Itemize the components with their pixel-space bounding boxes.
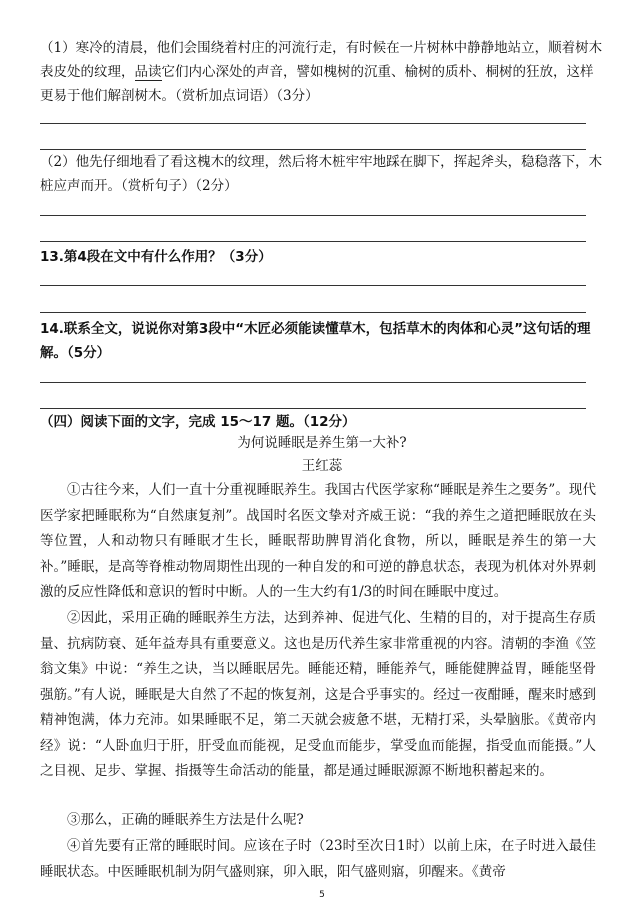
question-12-1-before: （1）寒冷的清晨，他们会围绕着村庄的河流行走，有时候在一片树林中静静地站立，顺着树木表皮处的纹理， (40, 40, 603, 80)
question-12-1-after: 它们内心深处的声音，譬如槐树的沉重、榆树的质朴、桐树的狂放，这样更易于他们解剖树木。（赏析加点词语）（3分） (40, 64, 594, 104)
page-number: 5 (319, 890, 325, 900)
article-paragraph-3: ③那么，正确的睡眠养生方法是什么呢? (67, 812, 304, 828)
question-12-1 (40, 36, 606, 108)
underlined-word: 品读 (134, 64, 162, 80)
article-paragraph-2: ②因此，采用正确的睡眠养生方法，达到养神、促进气化、生精的目的，对于提高生存质量、抗病防衰、延年益寿具有重要意义。这也是历代养生家非常重视的内容。清朝的李渔《笠翁文集》中说：“养生之诀，当以睡眠居先。睡能还精，睡能养气，睡能健脾益胃，睡能坚骨强筋。”有人说，睡眠是大自然了不起的恢复剂，这是合乎事实的。经过一夜酣睡，醒来时感到精神饱满，体力充沛。如果睡眠不足，第二天就会疲惫不堪，无精打采，头晕脑胀。《黄帝内经》说：“人卧血归于肝，肝受血而能视，足受血而能步，掌受血而能握，指受血而能摄。”人之目视、足步、掌握、指摄等生命活动的能量，都是通过睡眠源源不断地积蓄起来的。 (40, 610, 596, 779)
answer-line[interactable] (40, 408, 586, 409)
answer-line[interactable] (40, 123, 586, 124)
article-paragraph-1: ①古往今来，人们一直十分重视睡眠养生。我国古代医学家称“睡眠是养生之要务”。现代医学家把睡眠称为“自然康复剂”。战国时名医文挚对齐威王说：“我的养生之道把睡眠放在头等位置，人和动物只有睡眠才生长，睡眠帮助脾胃消化食物，所以，睡眠是养生的第一大补。”睡眠，是高等脊椎动物周期性出现的一种自发的和可逆的静息状态，表现为机体对外界刺激的反应性降低和意识的暂时中断。人的一生大约有1/3的时间在睡眠中度过。 (40, 482, 596, 600)
answer-line[interactable] (40, 382, 586, 383)
question-12-2: （2）他先仔细地看了看这槐木的纹理，然后将木桩牢牢地踩在脚下，挥起斧头，稳稳落下，木桩应声而开。（赏析句子）（2分） (40, 154, 603, 194)
section-heading: （四）阅读下面的文字，完成 15～17 题。（12分） (40, 414, 356, 430)
question-13: 13.第4段在文中有什么作用？（3分） (40, 249, 272, 265)
article-title: 为何说睡眠是养生第一大补? (237, 435, 407, 451)
question-14: 14.联系全文，说说你对第3段中“木匠必须能读懂草木，包括草木的肉体和心灵”这句话的理解。（5分） (40, 321, 591, 361)
answer-line[interactable] (40, 312, 586, 313)
article-author: 王红蕊 (301, 458, 343, 474)
answer-line[interactable] (40, 215, 586, 216)
answer-line[interactable] (40, 241, 586, 242)
answer-line[interactable] (40, 285, 586, 286)
article-paragraph-4: ④首先要有正常的睡眠时间。应该在子时（23时至次日1时）以前上床，在子时进入最佳睡眠状态。中医睡眠机制为阴气盛则寐，卯入眠，阳气盛则寤，卯醒来。《黄帝 (40, 838, 596, 880)
